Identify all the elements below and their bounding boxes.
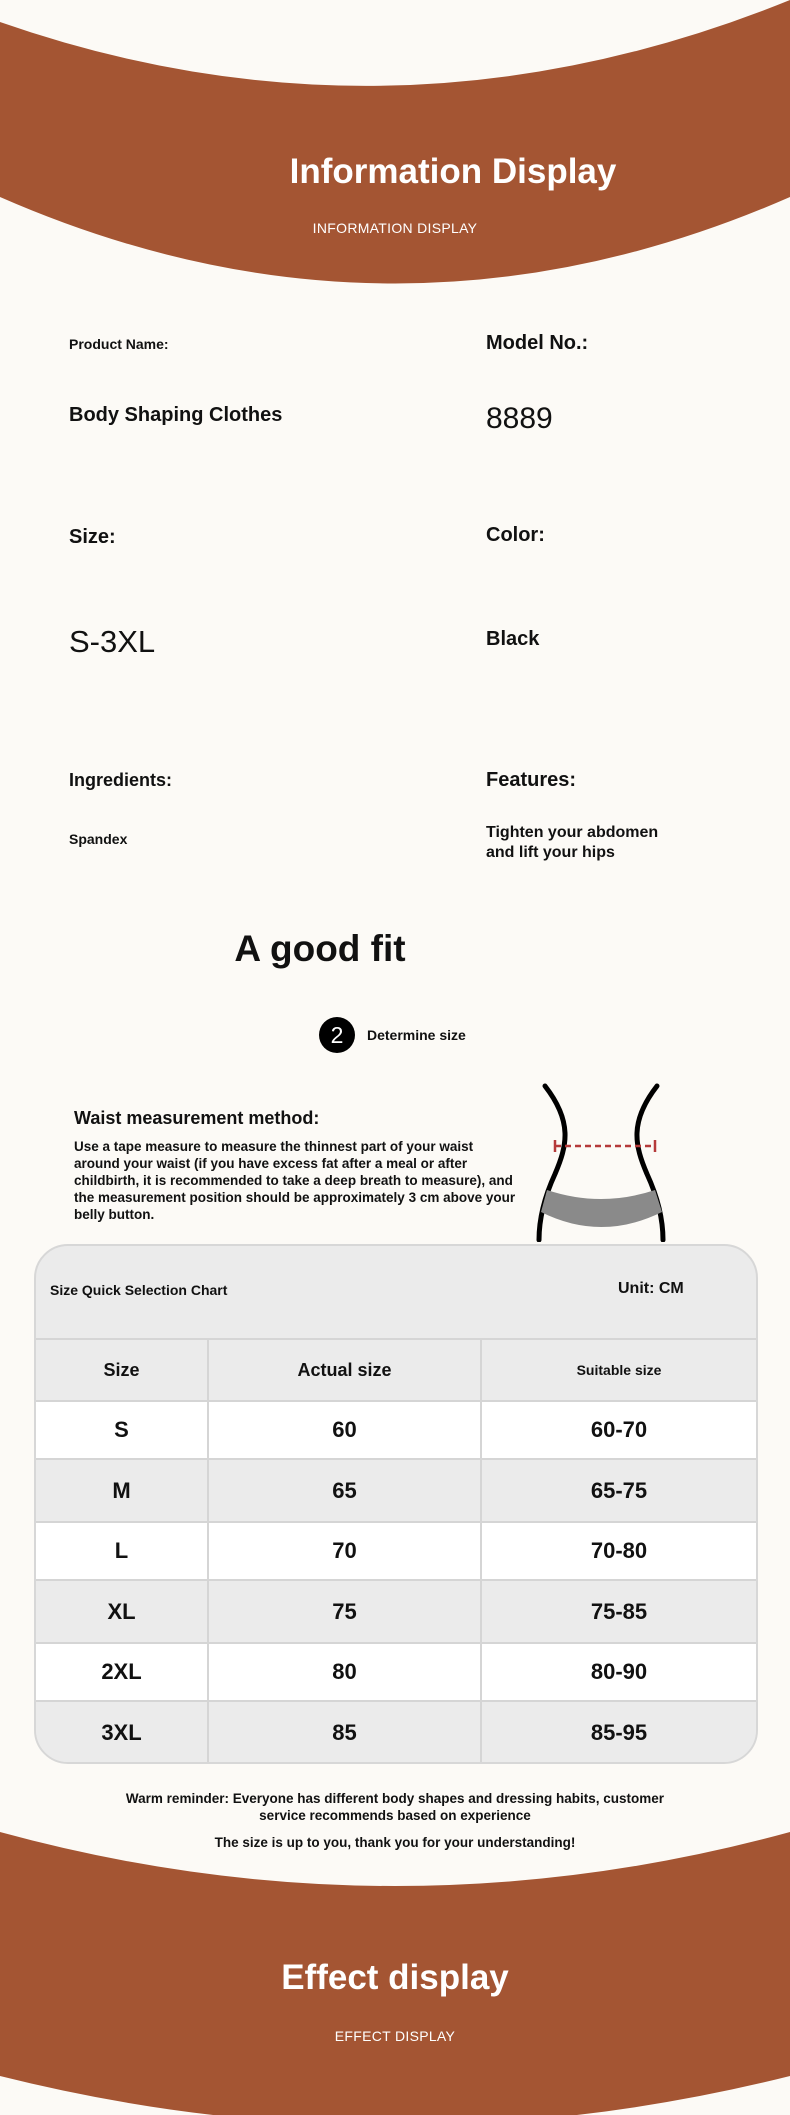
- footer-title: Effect display: [281, 1958, 509, 1997]
- cell-suitable: 75-85: [481, 1580, 756, 1643]
- color-label: Color:: [486, 524, 545, 546]
- footer-subtitle: EFFECT DISPLAY: [334, 2028, 456, 2044]
- header-size: Size: [36, 1339, 208, 1401]
- size-table-header-row: [36, 1339, 756, 1401]
- header-title: Information Display: [289, 152, 617, 191]
- reminder-line1: Warm reminder: Everyone has different body shapes and dressing habits, customer: [125, 1791, 665, 1806]
- step-indicator: [319, 1017, 466, 1053]
- features-value-line1: Tighten your abdomen: [486, 824, 659, 841]
- cell-actual: 85: [208, 1701, 481, 1764]
- cell-actual: 70: [208, 1522, 481, 1580]
- size-label: Size:: [69, 526, 116, 548]
- cell-size: L: [36, 1522, 208, 1580]
- color-value: Black: [486, 628, 540, 650]
- size-value: S-3XL: [69, 624, 156, 659]
- cell-suitable: 65-75: [481, 1459, 756, 1522]
- reminder-line3: The size is up to you, thank you for your understanding!: [214, 1835, 576, 1850]
- reminder-text: [0, 1790, 790, 1824]
- features-value-line2: and lift your hips: [486, 844, 615, 861]
- cell-actual: 80: [208, 1643, 481, 1701]
- model-label: Model No.:: [486, 332, 589, 354]
- size-chart-header: [36, 1246, 756, 1338]
- header-suitable-size: Suitable size: [481, 1339, 756, 1401]
- cell-size: 2XL: [36, 1643, 208, 1701]
- features-label: Features:: [486, 769, 577, 791]
- header-band-shape: [0, 0, 790, 290]
- header-actual-size: Actual size: [208, 1339, 481, 1401]
- step-number: 2: [319, 1017, 355, 1053]
- cell-actual: 60: [208, 1401, 481, 1459]
- header-subtitle: INFORMATION DISPLAY: [312, 220, 478, 236]
- ingredients-label: Ingredients:: [69, 770, 173, 790]
- fit-title: A good fit: [234, 928, 406, 969]
- size-table: [36, 1338, 756, 1764]
- cell-suitable: 60-70: [481, 1401, 756, 1459]
- waist-figure-icon: [525, 1082, 675, 1242]
- product-name-value: Body Shaping Clothes: [69, 404, 283, 426]
- cell-size: 3XL: [36, 1701, 208, 1764]
- method-title: Waist measurement method:: [74, 1108, 320, 1128]
- table-row: [36, 1580, 756, 1643]
- product-name-label: Product Name:: [69, 336, 169, 352]
- cell-suitable: 80-90: [481, 1643, 756, 1701]
- table-row: [36, 1401, 756, 1459]
- method-text: Use a tape measure to measure the thinnest part of your waist around your waist (if you have excess fat after a meal or after childbirth, it is recommended to take a deep breath to measure), and the measurement position should be approximately 3 cm above your belly button.: [74, 1139, 516, 1222]
- cell-size: XL: [36, 1580, 208, 1643]
- table-row: [36, 1522, 756, 1580]
- step-label: Determine size: [367, 1027, 466, 1043]
- cell-size: M: [36, 1459, 208, 1522]
- size-chart: [34, 1244, 758, 1764]
- reminder-line2: service recommends based on experience: [259, 1808, 531, 1823]
- cell-suitable: 85-95: [481, 1701, 756, 1764]
- table-row: [36, 1459, 756, 1522]
- model-value: 8889: [486, 402, 553, 435]
- features-value: [486, 823, 658, 863]
- footer-band: [0, 1820, 790, 2115]
- ingredients-value: Spandex: [69, 831, 128, 847]
- cell-suitable: 70-80: [481, 1522, 756, 1580]
- table-row: [36, 1643, 756, 1701]
- cell-size: S: [36, 1401, 208, 1459]
- header-band: [0, 0, 790, 290]
- size-chart-title: Size Quick Selection Chart: [50, 1282, 228, 1298]
- table-row: [36, 1701, 756, 1764]
- cell-actual: 65: [208, 1459, 481, 1522]
- cell-actual: 75: [208, 1580, 481, 1643]
- size-chart-unit: Unit: CM: [618, 1280, 684, 1297]
